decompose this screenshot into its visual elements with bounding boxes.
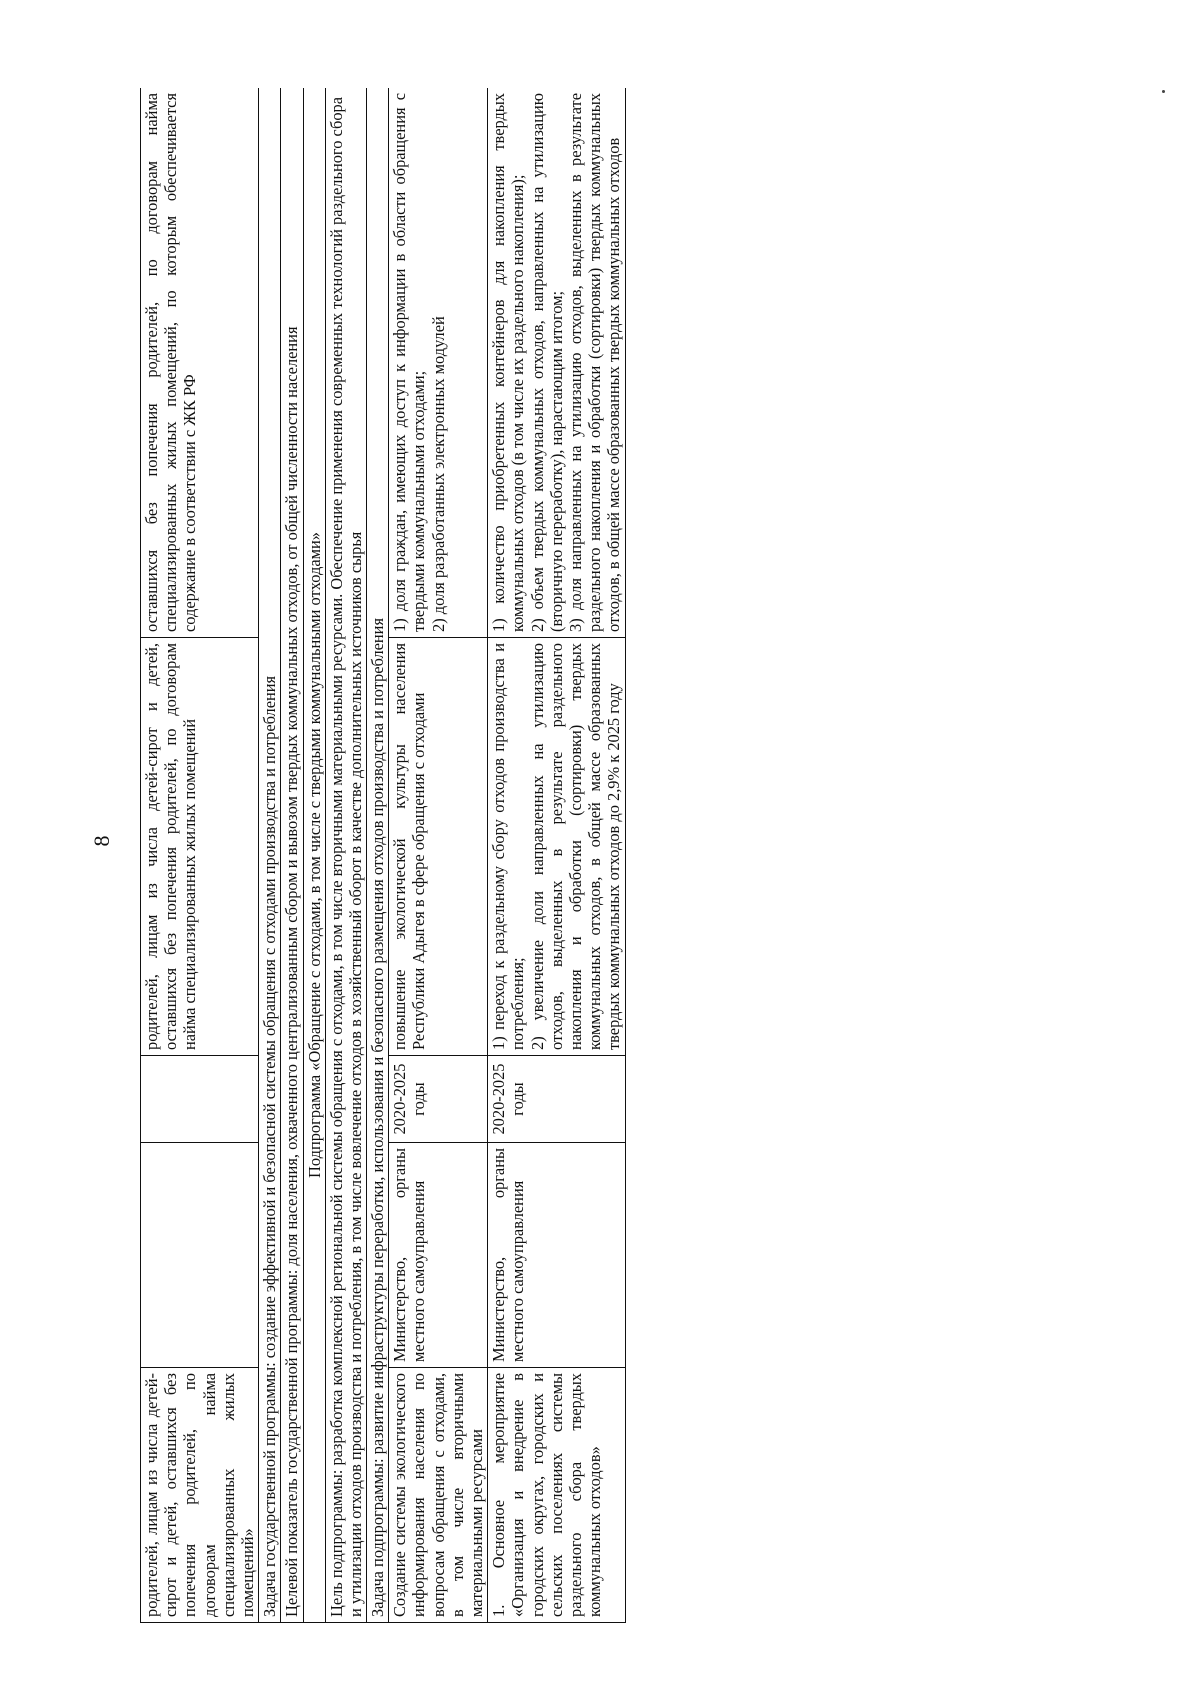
table-frame <box>140 88 1007 1623</box>
task-row <box>259 88 281 1623</box>
expected-result-item: 1) переход к раздельному сбору отходов производства и потребления; <box>489 643 528 1050</box>
responsible-cell <box>141 1143 259 1368</box>
period-cell: 2020-2025 годы <box>488 1056 625 1143</box>
indicator-item: 2) объем твердых коммунальных отходов, направленных на утилизацию (вторичную переработку), нарастающим итогом; <box>527 93 566 632</box>
scan-speck <box>1162 90 1165 93</box>
subprogram-task-cell: Задача подпрограммы: развитие инфраструктуры переработки, использования и безопасного размещения отходов производства и потребления <box>367 88 389 1623</box>
indicator-cell <box>389 88 488 638</box>
measure-name-cell: родителей, лицам из числа детей-сирот и детей, оставшихся без попечения родителей, по договорам найма специализированных жилых помещений» <box>141 1368 259 1623</box>
indicator-item: 3) доля направленных на утилизацию отходов, выделенных в результате раздельного накопления и обработки (сортировки) твердых коммунальных отходов, в общей массе образованных твердых коммунальных отходов <box>565 93 624 632</box>
measure-name-cell: Создание системы экологического информирования населения по вопросам обращения с отходами, в том числе вторичными материальными ресурсами <box>389 1368 488 1623</box>
subprogram-title-cell: Подпрограмма «Обращение с отходами, в том числе с твердыми коммунальными отходами» <box>303 88 325 1623</box>
subprogram-title-row <box>303 88 325 1623</box>
table-row <box>488 88 625 1623</box>
expected-result-item: 2) увеличение доли направленных на утилизацию отходов, выделенных в результате раздельного накопления и обработки (сортировки) твердых коммунальных отходов, в общей массе образованных твердых коммунальных отходов до 2,9% к 2025 году <box>527 643 624 1050</box>
expected-result-cell: родителей, лицам из числа детей-сирот и детей, оставшихся без попечения родителей, по договорам найма специализированных жилых помещений <box>141 638 259 1056</box>
subprogram-goal-row <box>325 88 366 1623</box>
indicator-item: 1) количество приобретенных контейнеров для накопления твердых коммунальных отходов (в том числе их раздельного накопления); <box>489 93 528 632</box>
indicator-cell: оставшихся без попечения родителей, по договорам найма специализированных жилых помещений, по которым обеспечивается содержание в соответствии с ЖК РФ <box>141 88 259 638</box>
subprogram-task-row <box>367 88 389 1623</box>
table-row <box>389 88 488 1623</box>
expected-result-cell: повышение экологической культуры населения Республики Адыгея в сфере обращения с отходами <box>389 638 488 1056</box>
program-measures-table <box>140 88 626 1623</box>
indicator-item: 2) доля разработанных электронных модулей <box>428 316 448 632</box>
target-indicator-cell: Целевой показатель государственной программы: доля населения, охваченного централизованным сбором и вывозом твердых коммунальных отходов, от общей численности населения <box>281 88 303 1623</box>
responsible-cell: Министерство, органы местного самоуправления <box>488 1143 625 1368</box>
indicator-item: 1) доля граждан, имеющих доступ к информации в области обращения с твердыми коммунальными отходами; <box>390 93 429 632</box>
page-number: 8 <box>89 835 114 847</box>
subprogram-goal-cell: Цель подпрограммы: разработка комплексной региональной системы обращения с отходами, в том числе вторичными материальными ресурсами. Обеспечение применения современных технологий раздельного сбора и утилизации отходов производства и потребления, в том числе вовлечение отходов в хозяйственный оборот в качестве дополнительных источников сырья <box>325 88 366 1623</box>
measure-name-cell: 1. Основное мероприятие «Организация и внедрение в городских округах, городских и сельских поселениях системы раздельного сбора твердых коммунальных отходов» <box>488 1368 625 1623</box>
period-cell <box>141 1056 259 1143</box>
table-row <box>141 88 259 1623</box>
program-task-cell: Задача государственной программы: создание эффективной и безопасной системы обращения с отходами производства и потребления <box>259 88 281 1623</box>
rotated-table-container <box>140 88 1007 1623</box>
indicator-cell <box>488 88 625 638</box>
expected-result-cell <box>488 638 625 1056</box>
period-cell: 2020-2025 годы <box>389 1056 488 1143</box>
responsible-cell: Министерство, органы местного самоуправления <box>389 1143 488 1368</box>
target-indicator-row <box>281 88 303 1623</box>
